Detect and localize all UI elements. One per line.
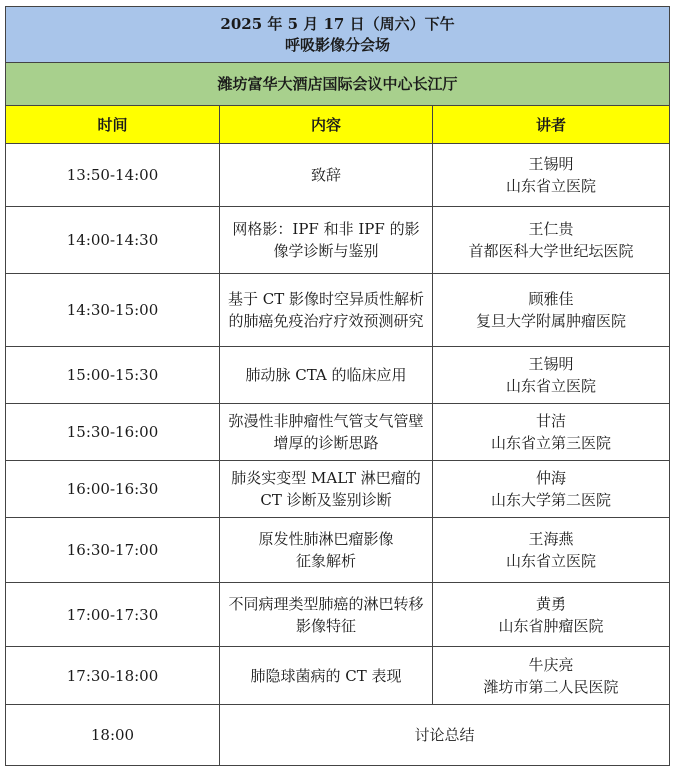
talk-title: 致辞 [310, 166, 341, 184]
content-cell [220, 461, 433, 518]
table-row [6, 647, 670, 705]
talk-title: 肺动脉 CTA 的临床应用 [245, 366, 407, 384]
talk-title: 弥漫性非肿瘤性气管支气管壁增厚的诊断思路 [228, 412, 424, 452]
column-header-time: 时间 [6, 106, 220, 144]
speaker-cell [433, 583, 670, 647]
content-cell [220, 404, 433, 461]
closing-content-cell: 讨论总结 [220, 705, 670, 766]
speaker-cell [433, 647, 670, 705]
time-cell: 13:50-14:00 [6, 144, 220, 207]
speaker-name: 甘洁 [536, 412, 567, 430]
table-row [6, 404, 670, 461]
title-row [6, 7, 670, 63]
schedule-table [5, 6, 670, 766]
time-cell: 15:00-15:30 [6, 347, 220, 404]
title-cell [6, 7, 670, 63]
date-line: 2025 年 5 月 17 日（周六）下午 [220, 14, 455, 33]
talk-title: 肺炎实变型 MALT 淋巴瘤的 CT 诊断及鉴别诊断 [231, 469, 421, 509]
speaker-name: 牛庆亮 [528, 655, 574, 674]
speaker-cell [433, 347, 670, 404]
time-cell: 14:00-14:30 [6, 207, 220, 274]
speaker-name: 王锡明 [528, 355, 574, 373]
content-cell [220, 274, 433, 347]
speaker-name: 王锡明 [528, 155, 574, 173]
speaker-cell [433, 274, 670, 347]
talk-title: 肺隐球菌病的 CT 表现 [250, 666, 402, 685]
speaker-institution: 山东省立医院 [506, 552, 597, 570]
content-cell [220, 647, 433, 705]
table-row [6, 274, 670, 347]
speaker-name: 王仁贵 [528, 220, 574, 238]
talk-title: 不同病理类型肺癌的淋巴转移影像特征 [228, 594, 424, 635]
content-cell [220, 518, 433, 583]
speaker-institution: 山东大学第二医院 [491, 491, 612, 509]
time-cell: 17:30-18:00 [6, 647, 220, 705]
speaker-name: 顾雅佳 [528, 290, 574, 308]
talk-title: 基于 CT 影像时空异质性解析的肺癌免疫治疗疗效预测研究 [227, 290, 425, 330]
speaker-cell [433, 461, 670, 518]
column-header-row [6, 106, 670, 144]
table-row [6, 207, 670, 274]
speaker-name: 仲海 [536, 469, 567, 487]
speaker-cell [433, 144, 670, 207]
speaker-cell [433, 207, 670, 274]
table-row [6, 461, 670, 518]
time-cell: 16:00-16:30 [6, 461, 220, 518]
time-cell: 15:30-16:00 [6, 404, 220, 461]
speaker-institution: 复旦大学附属肿瘤医院 [476, 312, 627, 330]
speaker-institution: 山东省立医院 [506, 177, 597, 195]
venue-row [6, 63, 670, 106]
speaker-name: 王海燕 [528, 530, 574, 548]
speaker-cell [433, 404, 670, 461]
content-cell [220, 347, 433, 404]
speaker-institution: 山东省肿瘤医院 [498, 616, 604, 635]
speaker-institution: 山东省立第三医院 [491, 434, 612, 452]
speaker-cell [433, 518, 670, 583]
speaker-name: 黄勇 [536, 594, 567, 613]
table-row [6, 347, 670, 404]
content-cell [220, 583, 433, 647]
speaker-institution: 首都医科大学世纪坛医院 [468, 242, 634, 260]
speaker-institution: 潍坊市第二人民医院 [483, 677, 619, 696]
table-row [6, 583, 670, 647]
table-row [6, 144, 670, 207]
time-cell: 14:30-15:00 [6, 274, 220, 347]
content-cell [220, 207, 433, 274]
speaker-institution: 山东省立医院 [506, 377, 597, 395]
talk-title: 原发性肺淋巴瘤影像征象解析 [258, 530, 394, 570]
talk-title: 网格影：IPF 和非 IPF 的影像学诊断与鉴别 [232, 220, 420, 260]
column-header-content: 内容 [220, 106, 433, 144]
content-cell [220, 144, 433, 207]
closing-time-cell: 18:00 [6, 705, 220, 766]
venue-cell: 潍坊富华大酒店国际会议中心长江厅 [6, 63, 670, 106]
table-row [6, 518, 670, 583]
column-header-speaker: 讲者 [433, 106, 670, 144]
time-cell: 17:00-17:30 [6, 583, 220, 647]
closing-row [6, 705, 670, 766]
session-name: 呼吸影像分会场 [285, 35, 391, 54]
time-cell: 16:30-17:00 [6, 518, 220, 583]
